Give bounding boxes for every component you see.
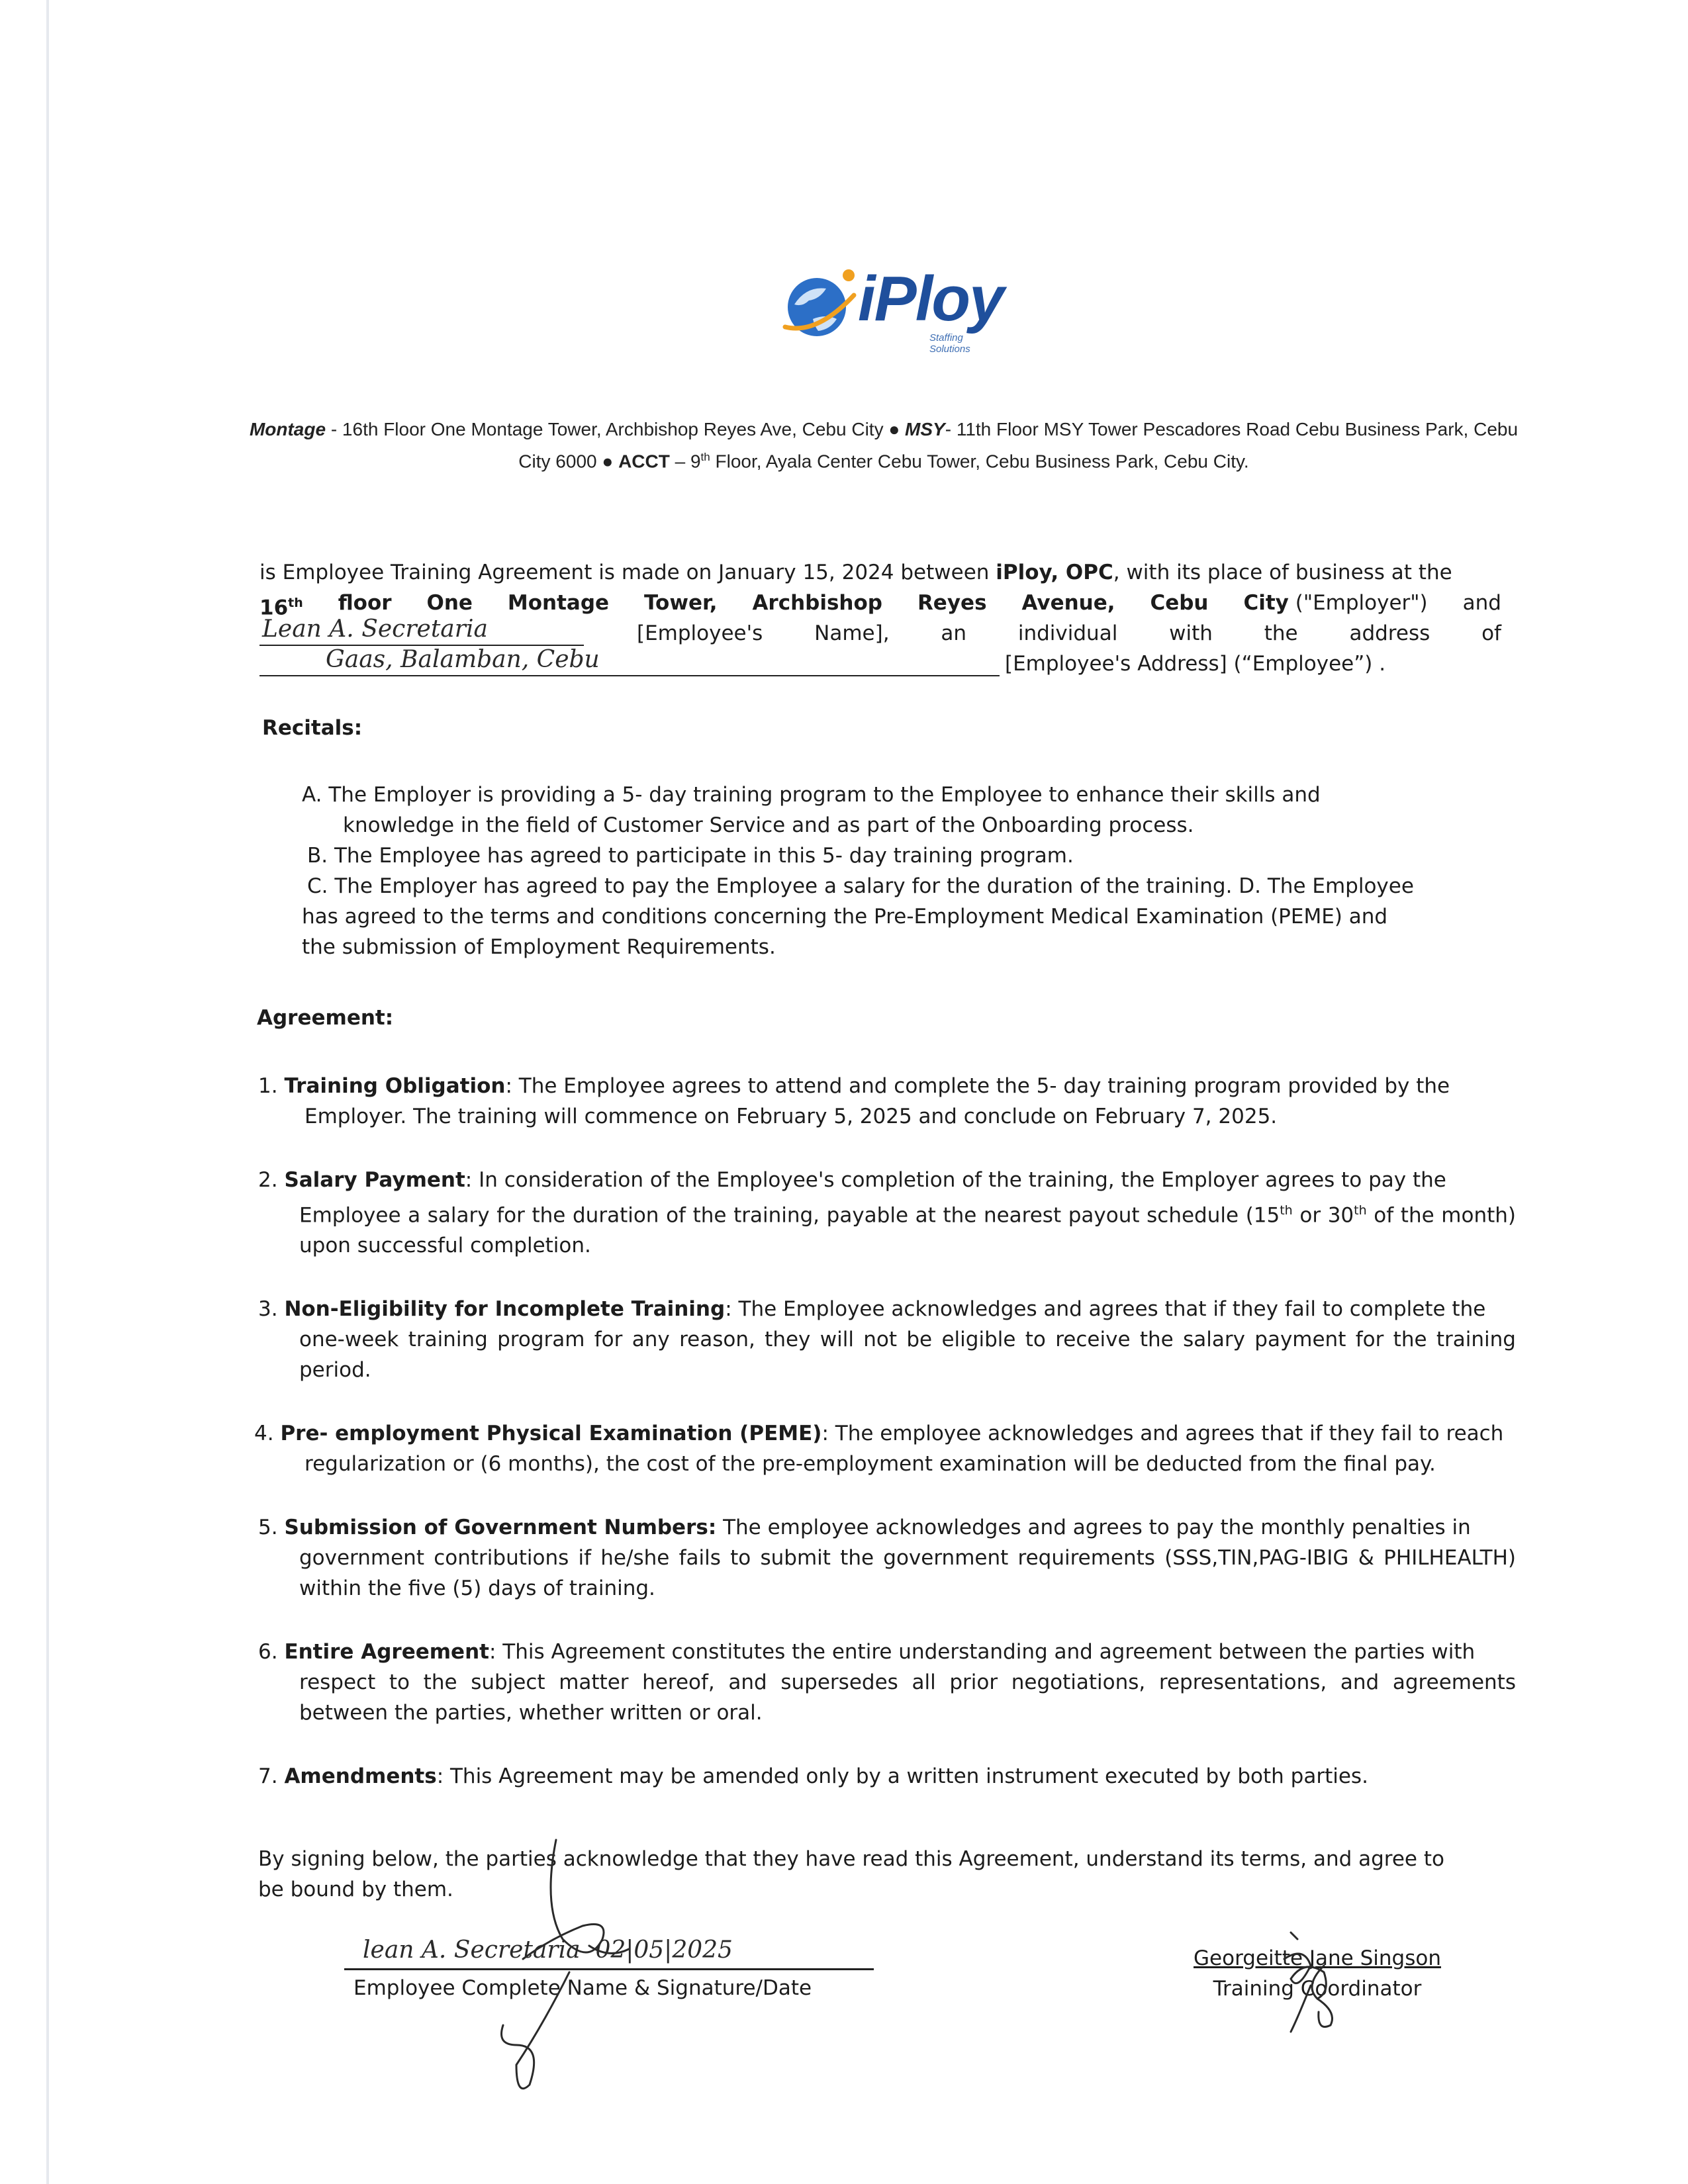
scan-edge: [46, 0, 49, 2184]
recital-b: B. The Employee has agreed to participate in this 5- day training program.: [307, 844, 1074, 868]
recitals-title: Recitals:: [262, 716, 363, 740]
recital-d-line-3: the submission of Employment Requirements.: [302, 935, 776, 959]
clause-4: 4. Pre- employment Physical Examination (PEME): The employee acknowledges and agrees that if they fail to reach regularization or (6 months), the cost of the pre-employment examination will be deducted from the final pay.: [254, 1422, 1504, 1477]
clause-5: 5. Submission of Government Numbers: The employee acknowledges and agrees to pay the monthly penalties in government contributions if he/she fails to submit the government requirements (SSS,TIN,PAG-IBIG & PHILHEALTH) within the five (5) days of training.: [258, 1516, 1516, 1601]
employee-address-field: [259, 646, 1000, 676]
recital-c-d: C. The Employer has agreed to pay the Employee a salary for the duration of the training. D. The Employee: [307, 874, 1414, 898]
agreement-title: Agreement:: [257, 1006, 394, 1030]
word: [Employee's: [637, 621, 763, 645]
word: Cebu: [1150, 591, 1209, 615]
word: floor: [338, 591, 392, 615]
word: individual: [1017, 621, 1118, 645]
montage-address: - 16th Floor One Montage Tower, Archbishop Reyes Ave, Cebu City ●: [326, 419, 906, 439]
employee-signature-label: Employee Complete Name & Signature/Date: [353, 1976, 812, 2000]
acct-address-pre: – 9: [669, 451, 701, 472]
employee-name-field: [259, 615, 584, 646]
clause-heading: Pre- employment Physical Examination (PEME): [280, 1422, 822, 1446]
address-field-label: [Employee's Address] (“Employee”) .: [1005, 652, 1386, 676]
word: 16th: [259, 596, 303, 620]
word: with: [1169, 621, 1213, 645]
recital-d-line-2: has agreed to the terms and conditions concerning the Pre-Employment Medical Examination (PEME) and: [302, 905, 1388, 929]
word: Montage: [507, 591, 610, 615]
intro-text: is Employee Training Agreement is made on January 15, 2024 between: [259, 561, 996, 584]
clause-7: 7. Amendments: This Agreement may be amended only by a written instrument executed by both parties.: [258, 1764, 1368, 1789]
handwritten-address: Gaas, Balamban, Cebu: [326, 646, 600, 673]
handwritten-name: Lean A. Secretaria: [262, 615, 488, 643]
clause-heading: Salary Payment: [284, 1168, 465, 1192]
clause-3: 3. Non-Eligibility for Incomplete Training: The Employee acknowledges and agrees that if they fail to complete the one-week training program for any reason, they will not be eligible to receive the salary payment for the training period.: [258, 1297, 1516, 1383]
acct-label: ACCT: [618, 451, 670, 472]
employee-handwritten-signature: lean A. Secretaria 02|05|2025: [363, 1936, 733, 1964]
brand-tagline: Staffing Solutions: [929, 332, 970, 355]
word: the: [1264, 621, 1298, 645]
intro-line-3-words: [637, 618, 1501, 649]
word: Reyes: [917, 591, 987, 615]
closing-statement: By signing below, the parties acknowledge that they have read this Agreement, understand its terms, and agree to be bound by them.: [258, 1847, 1444, 1901]
clause-heading: Submission of Government Numbers:: [284, 1516, 717, 1540]
montage-label: Montage: [249, 419, 326, 439]
word: an: [941, 621, 967, 645]
word: of: [1481, 621, 1501, 645]
clause-heading: Training Obligation: [284, 1074, 506, 1098]
word: Name],: [814, 621, 890, 645]
clause-heading: Entire Agreement: [284, 1640, 489, 1664]
recital-a-cont: knowledge in the field of Customer Service and as part of the Onboarding process.: [343, 813, 1194, 837]
word: and: [1462, 591, 1501, 615]
coordinator-initials: [1271, 1919, 1350, 2038]
intro-line-4: [259, 646, 1517, 679]
intro-text: , with its place of business at the: [1113, 561, 1452, 584]
agreement-clauses: [254, 1071, 1516, 1825]
word: Archbishop: [752, 591, 882, 615]
word: Avenue,: [1021, 591, 1115, 615]
company-name: iPloy, OPC: [996, 561, 1113, 584]
office-addresses: [238, 416, 1529, 475]
recitals-list: [302, 780, 1474, 962]
clause-heading: Amendments: [284, 1764, 437, 1789]
clause-6: 6. Entire Agreement: This Agreement constitutes the entire understanding and agreement between the parties with respect to the subject matter hereof, and supersedes all prior negotiations, representations, and agreements between the parties, whether written or oral.: [258, 1640, 1516, 1725]
coordinator-name: Georgeitte Jane Singson: [1194, 1946, 1441, 1970]
word: One: [426, 591, 473, 615]
word: address: [1349, 621, 1430, 645]
msy-address: - 11th Floor MSY Tower Pescadores Road Cebu Business Park, Cebu City 6000 ●: [518, 419, 1519, 472]
globe-icon: [780, 266, 859, 345]
acct-sup: th: [700, 451, 710, 463]
coordinator-title: Training Coordinator: [1213, 1977, 1422, 2001]
intro-paragraph: [259, 557, 1517, 679]
acct-address-post: Floor, Ayala Center Cebu Tower, Cebu Business Park, Cebu City.: [710, 451, 1249, 472]
iploy-logo: [780, 263, 1005, 356]
clause-heading: Non-Eligibility for Incomplete Training: [284, 1297, 726, 1322]
intro-line-1: [259, 557, 1517, 588]
recital-a: A. The Employer is providing a 5- day training program to the Employee to enhance their skills and: [302, 783, 1321, 807]
brand-name: iPloy: [858, 263, 1004, 334]
clause-1: 1. Training Obligation: The Employee agrees to attend and complete the 5- day training program provided by the Employer. The training will commence on February 5, 2025 and conclude on February 7, 2025.: [258, 1074, 1450, 1128]
employee-signature-scribble: [477, 1827, 649, 2105]
word: Tower,: [644, 591, 718, 615]
msy-label: MSY: [905, 419, 945, 439]
clause-2: 2. Salary Payment: In consideration of the Employee's completion of the training, the Employer agrees to pay the Employee a salary for the duration of the training, payable at the nearest payout schedule (15th or 30th of the month) upon successful completion.: [258, 1168, 1516, 1258]
word: City ("Employer"): [1243, 591, 1428, 615]
